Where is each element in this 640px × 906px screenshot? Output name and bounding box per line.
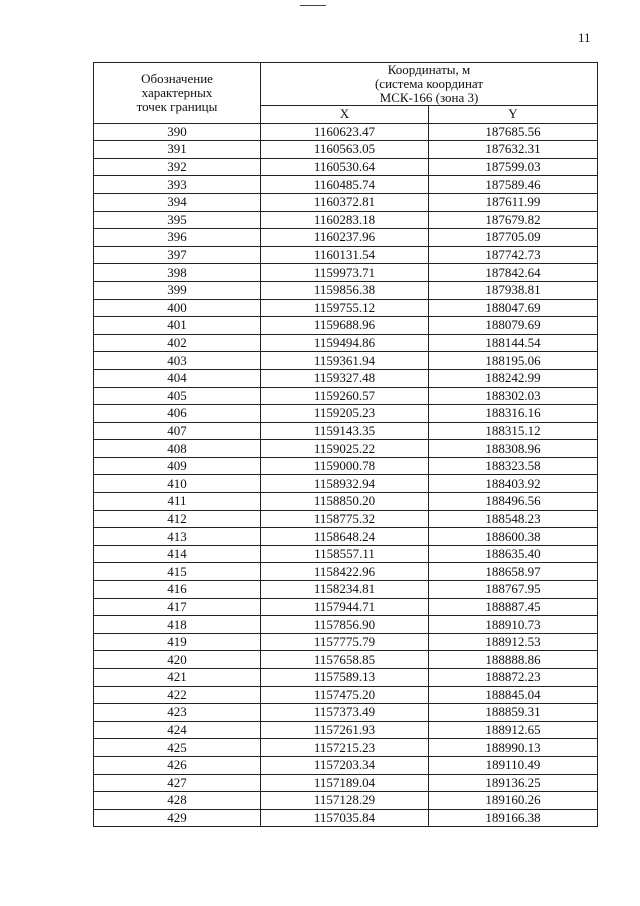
table-row [94, 123, 598, 141]
point-number-cell: 412 [94, 510, 261, 528]
x-coordinate-cell: 1157856.90 [261, 616, 429, 634]
table-row [94, 651, 598, 669]
point-number-cell: 411 [94, 493, 261, 511]
x-coordinate-cell: 1159000.78 [261, 457, 429, 475]
y-coordinate-cell: 188315.12 [429, 422, 598, 440]
coords-header-line: (система координат [374, 76, 484, 91]
y-coordinate-cell: 187842.64 [429, 264, 598, 282]
y-coordinate-cell: 188144.54 [429, 334, 598, 352]
x-coordinate-cell: 1159973.71 [261, 264, 429, 282]
point-number-cell: 410 [94, 475, 261, 493]
x-coordinate-cell: 1158932.94 [261, 475, 429, 493]
x-coordinate-cell: 1157128.29 [261, 792, 429, 810]
y-coordinate-cell: 188658.97 [429, 563, 598, 581]
x-column-header: X [261, 106, 429, 124]
table-row [94, 229, 598, 247]
table-row [94, 193, 598, 211]
table-row [94, 317, 598, 335]
table-row [94, 669, 598, 687]
table-row [94, 281, 598, 299]
point-number-cell: 426 [94, 756, 261, 774]
table-row [94, 299, 598, 317]
table-row [94, 141, 598, 159]
point-number-cell: 403 [94, 352, 261, 370]
y-coordinate-cell: 188548.23 [429, 510, 598, 528]
y-coordinate-cell: 188910.73 [429, 616, 598, 634]
coordinates-table [93, 62, 598, 827]
point-number-cell: 401 [94, 317, 261, 335]
x-coordinate-cell: 1160283.18 [261, 211, 429, 229]
x-coordinate-cell: 1157589.13 [261, 669, 429, 687]
y-coordinate-cell: 188302.03 [429, 387, 598, 405]
point-number-cell: 416 [94, 581, 261, 599]
y-coordinate-cell: 187705.09 [429, 229, 598, 247]
y-coordinate-cell: 188600.38 [429, 528, 598, 546]
point-number-cell: 402 [94, 334, 261, 352]
x-coordinate-cell: 1157775.79 [261, 633, 429, 651]
y-coordinate-cell: 187599.03 [429, 158, 598, 176]
point-number-cell: 423 [94, 704, 261, 722]
point-number-cell: 397 [94, 246, 261, 264]
point-number-cell: 422 [94, 686, 261, 704]
y-coordinate-cell: 187742.73 [429, 246, 598, 264]
table-row [94, 581, 598, 599]
point-number-cell: 393 [94, 176, 261, 194]
table-row [94, 405, 598, 423]
table-row [94, 704, 598, 722]
point-number-cell: 390 [94, 123, 261, 141]
point-number-cell: 419 [94, 633, 261, 651]
x-coordinate-cell: 1157475.20 [261, 686, 429, 704]
x-coordinate-cell: 1159856.38 [261, 281, 429, 299]
y-coordinate-cell: 188047.69 [429, 299, 598, 317]
point-number-cell: 421 [94, 669, 261, 687]
table-body [94, 123, 598, 827]
x-coordinate-cell: 1157261.93 [261, 721, 429, 739]
coords-header-line: Координаты, м [387, 62, 471, 77]
table-row [94, 246, 598, 264]
x-coordinate-cell: 1159494.86 [261, 334, 429, 352]
y-coordinate-cell: 188912.65 [429, 721, 598, 739]
y-column-header: Y [429, 106, 598, 124]
point-number-cell: 400 [94, 299, 261, 317]
x-coordinate-cell: 1157658.85 [261, 651, 429, 669]
point-header-line: Обозначение [141, 70, 213, 86]
x-coordinate-cell: 1160563.05 [261, 141, 429, 159]
point-number-cell: 414 [94, 545, 261, 563]
table-row [94, 422, 598, 440]
y-coordinate-cell: 188323.58 [429, 457, 598, 475]
x-coordinate-cell: 1159327.48 [261, 369, 429, 387]
x-coordinate-cell: 1159688.96 [261, 317, 429, 335]
table-row [94, 211, 598, 229]
point-number-cell: 396 [94, 229, 261, 247]
table-row [94, 809, 598, 827]
point-number-cell: 408 [94, 440, 261, 458]
x-coordinate-cell: 1158850.20 [261, 493, 429, 511]
x-coordinate-cell: 1159755.12 [261, 299, 429, 317]
x-coordinate-cell: 1157215.23 [261, 739, 429, 757]
x-coordinate-cell: 1157203.34 [261, 756, 429, 774]
y-coordinate-cell: 188079.69 [429, 317, 598, 335]
y-coordinate-cell: 187685.56 [429, 123, 598, 141]
point-number-cell: 425 [94, 739, 261, 757]
x-coordinate-cell: 1158422.96 [261, 563, 429, 581]
point-number-cell: 429 [94, 809, 261, 827]
table-row [94, 264, 598, 282]
table-row [94, 369, 598, 387]
point-number-cell: 417 [94, 598, 261, 616]
table-row [94, 387, 598, 405]
y-coordinate-cell: 188242.99 [429, 369, 598, 387]
y-coordinate-cell: 188635.40 [429, 545, 598, 563]
x-coordinate-cell: 1160372.81 [261, 193, 429, 211]
table-row [94, 158, 598, 176]
table-row [94, 457, 598, 475]
table-row [94, 493, 598, 511]
table-row [94, 633, 598, 651]
x-coordinate-cell: 1157944.71 [261, 598, 429, 616]
x-coordinate-cell: 1160237.96 [261, 229, 429, 247]
y-coordinate-cell: 187611.99 [429, 193, 598, 211]
point-number-cell: 399 [94, 281, 261, 299]
y-coordinate-cell: 188316.16 [429, 405, 598, 423]
point-number-cell: 424 [94, 721, 261, 739]
x-coordinate-cell: 1160485.74 [261, 176, 429, 194]
point-header-line: точек границы [136, 98, 218, 114]
y-coordinate-cell: 188845.04 [429, 686, 598, 704]
x-coordinate-cell: 1159025.22 [261, 440, 429, 458]
point-number-cell: 413 [94, 528, 261, 546]
table-row [94, 510, 598, 528]
table-row [94, 440, 598, 458]
table-row [94, 475, 598, 493]
table-row [94, 176, 598, 194]
point-column-header [94, 63, 261, 124]
point-number-cell: 404 [94, 369, 261, 387]
y-coordinate-cell: 188888.86 [429, 651, 598, 669]
page-top-mark [300, 5, 326, 6]
point-number-cell: 405 [94, 387, 261, 405]
point-number-cell: 427 [94, 774, 261, 792]
y-coordinate-cell: 188859.31 [429, 704, 598, 722]
point-number-cell: 392 [94, 158, 261, 176]
y-coordinate-cell: 189166.38 [429, 809, 598, 827]
table-row [94, 756, 598, 774]
point-number-cell: 428 [94, 792, 261, 810]
y-coordinate-cell: 188912.53 [429, 633, 598, 651]
point-number-cell: 406 [94, 405, 261, 423]
y-coordinate-cell: 187938.81 [429, 281, 598, 299]
y-coordinate-cell: 188308.96 [429, 440, 598, 458]
point-number-cell: 415 [94, 563, 261, 581]
table-row [94, 792, 598, 810]
y-coordinate-cell: 187679.82 [429, 211, 598, 229]
y-coordinate-cell: 188990.13 [429, 739, 598, 757]
point-number-cell: 420 [94, 651, 261, 669]
table-row [94, 528, 598, 546]
point-number-cell: 407 [94, 422, 261, 440]
x-coordinate-cell: 1159260.57 [261, 387, 429, 405]
coordinates-header [261, 63, 598, 106]
table-row [94, 721, 598, 739]
x-coordinate-cell: 1159361.94 [261, 352, 429, 370]
x-coordinate-cell: 1158775.32 [261, 510, 429, 528]
x-coordinate-cell: 1160530.64 [261, 158, 429, 176]
table-row [94, 686, 598, 704]
table-row [94, 563, 598, 581]
x-coordinate-cell: 1160131.54 [261, 246, 429, 264]
y-coordinate-cell: 187632.31 [429, 141, 598, 159]
point-number-cell: 391 [94, 141, 261, 159]
y-coordinate-cell: 189160.26 [429, 792, 598, 810]
x-coordinate-cell: 1158557.11 [261, 545, 429, 563]
x-coordinate-cell: 1157373.49 [261, 704, 429, 722]
table-row [94, 545, 598, 563]
y-coordinate-cell: 188496.56 [429, 493, 598, 511]
x-coordinate-cell: 1159143.35 [261, 422, 429, 440]
x-coordinate-cell: 1160623.47 [261, 123, 429, 141]
page-number: 11 [578, 30, 591, 45]
x-coordinate-cell: 1157189.04 [261, 774, 429, 792]
point-header-line: характерных [141, 84, 213, 100]
y-coordinate-cell: 188767.95 [429, 581, 598, 599]
point-number-cell: 395 [94, 211, 261, 229]
y-coordinate-cell: 187589.46 [429, 176, 598, 194]
table-row [94, 334, 598, 352]
table-row [94, 616, 598, 634]
table-row [94, 598, 598, 616]
y-coordinate-cell: 188887.45 [429, 598, 598, 616]
point-number-cell: 409 [94, 457, 261, 475]
y-coordinate-cell: 188195.06 [429, 352, 598, 370]
point-number-cell: 398 [94, 264, 261, 282]
x-coordinate-cell: 1158648.24 [261, 528, 429, 546]
y-coordinate-cell: 188872.23 [429, 669, 598, 687]
point-number-cell: 394 [94, 193, 261, 211]
table-row [94, 774, 598, 792]
point-number-cell: 418 [94, 616, 261, 634]
y-coordinate-cell: 189136.25 [429, 774, 598, 792]
x-coordinate-cell: 1157035.84 [261, 809, 429, 827]
x-coordinate-cell: 1159205.23 [261, 405, 429, 423]
y-coordinate-cell: 188403.92 [429, 475, 598, 493]
table-row [94, 352, 598, 370]
table-row [94, 739, 598, 757]
coords-header-line: МСК-166 (зона 3) [379, 90, 479, 105]
x-coordinate-cell: 1158234.81 [261, 581, 429, 599]
y-coordinate-cell: 189110.49 [429, 756, 598, 774]
